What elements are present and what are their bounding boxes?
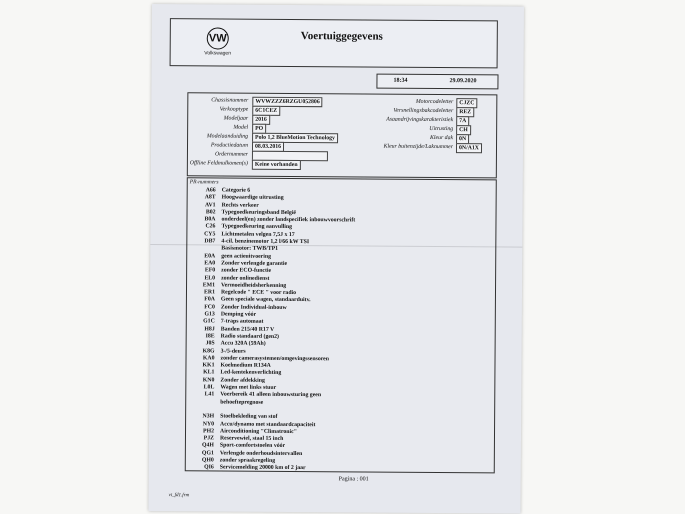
field-value: 2016 [252, 115, 270, 125]
field-label: Chassisnummer [211, 97, 249, 104]
pr-description: Zonder Individual-inbouw [220, 304, 287, 311]
pr-description: geen actieuitvoering [221, 253, 272, 260]
field-label: Ordernummer [214, 151, 248, 158]
pr-description: 3-/5-deurs [220, 348, 246, 355]
pr-description: Rechts verkeer [221, 202, 259, 209]
pr-description: Zonder verlengde garantie [221, 260, 288, 267]
pr-description: Banden 215/40 R17 V [220, 326, 275, 333]
pr-code: K8G [202, 347, 215, 354]
field-label: Uitrusting [429, 125, 454, 133]
pr-description: Verlengde onderhoudsintervallen [219, 450, 303, 457]
pr-code: NY0 [202, 420, 215, 427]
pr-description: Regelcode " ECE " voor radio [220, 289, 297, 297]
field-value: 7A [456, 116, 469, 126]
field-label: Verkooptype [219, 106, 249, 113]
field-label: Model [233, 124, 249, 131]
pr-description: 7-traps automaat [220, 318, 264, 326]
pr-description: behoeftepregnose [220, 399, 264, 406]
pr-code: EL0 [204, 274, 216, 282]
pr-code: B02 [205, 209, 216, 216]
page-number: Pagina : 001 [338, 476, 369, 483]
field-label: Asaandrijvingskarakteristiek [386, 116, 454, 124]
pr-code: KA0 [202, 355, 215, 362]
form-id: vt_fd1.frm [168, 493, 190, 499]
pr-code: AV1 [205, 201, 216, 209]
pr-list [186, 187, 496, 474]
field-label: Modelaanduiding [206, 133, 249, 140]
pr-description: Accu 320A (59Ah) [220, 340, 266, 348]
pr-numbers-box [185, 177, 497, 473]
pr-code: H8J [204, 326, 215, 333]
pr-code: PJZ [203, 435, 214, 442]
pr-code: ER1 [204, 289, 216, 296]
pr-description: Sport-comfortstoelen vóór [219, 442, 286, 450]
field-value: 08.03.2016 [252, 142, 284, 152]
field-value: WVWZZZ6RZGU052806 [252, 97, 322, 107]
pr-description: zonder onlinedienst [221, 275, 270, 282]
pr-description: Typegoedkeuring aanvulling [221, 223, 293, 231]
pr-code: QI6 [204, 464, 214, 471]
pr-heading: PR-nummers [189, 179, 219, 186]
pr-code: E0A [204, 253, 216, 260]
pr-description: onderdeel(en) zonder landspecifiek inbouwvoorschrift [221, 216, 356, 224]
pr-description: Voerbereik 41 alleen inbouwsturing geen [220, 391, 322, 399]
field-value: 0N/A1X [456, 143, 482, 153]
pr-row [186, 465, 494, 474]
field-value: PO [252, 124, 266, 134]
pr-description: Servicemelding 20000 km of 2 jaar [219, 464, 306, 472]
pr-code: EA0 [204, 260, 216, 267]
vehicle-info-box [187, 92, 498, 178]
pr-description: Demping vóór [220, 311, 257, 318]
pr-code: A8T [204, 194, 216, 201]
field-value: 0N [456, 134, 469, 144]
pr-code: G1C [203, 318, 215, 325]
field-value: Keine vorhanden [252, 160, 301, 170]
vw-logo: VW [207, 27, 229, 49]
pr-description: Radio standaard (gen2) [220, 333, 280, 340]
pr-description: Airconditioning "Climatronic" [219, 428, 297, 435]
field-value: REZ [456, 107, 474, 117]
field-value: CJZC [456, 98, 477, 108]
pr-code: KL1 [203, 369, 215, 376]
pr-code: QH0 [201, 457, 214, 464]
pr-description: Zonder afdekking [220, 377, 265, 384]
pr-code: A66 [205, 187, 216, 194]
print-datetime [376, 74, 498, 90]
pr-code: EF0 [204, 267, 216, 274]
pr-code: CY5 [204, 231, 216, 238]
pr-code: KK1 [202, 362, 215, 369]
pr-code: QG1 [201, 450, 214, 457]
field-label: Kleur buitenzijde/Laknummer [383, 143, 454, 151]
pr-code: FC0 [204, 304, 215, 311]
pr-code: C26 [205, 223, 216, 230]
field-label: Motorcodeletter [415, 98, 454, 106]
pr-description: Lichtmetalen velgen 7,5J x 17 [221, 231, 295, 238]
pr-description: 4-cil. benzinemotor 1,2 l/66 kW TSI [221, 238, 310, 246]
pr-description: Accu/dynamo met standaardcapaciteit [220, 420, 316, 428]
field-label: Modeljaar [223, 115, 249, 122]
pr-description: zonder camerasystemen/omgevingssensoren [220, 355, 330, 363]
pr-code: B0A [204, 216, 216, 223]
pr-code: L41 [204, 391, 215, 398]
pr-code: N3H [202, 413, 215, 420]
pr-description: Stoelbekleding van stof [220, 413, 278, 421]
pr-code: F0A [204, 296, 215, 303]
field-label: Kleur dak [430, 134, 454, 142]
pr-description: Led-kentekenverlichting [220, 369, 282, 377]
pr-code: L0L [203, 384, 215, 391]
field-label: Offline Feldmulkomen(s) [189, 160, 248, 167]
pr-description: zonder spraakregeling [219, 457, 276, 464]
pr-description: Geen speciale wagen, standaarduitv. [220, 296, 311, 304]
field-value: 6C1CEZ [252, 106, 280, 116]
print-date: 29.09.2020 [449, 78, 477, 85]
pr-description: Reservewiel, staal 15 inch [219, 435, 284, 443]
pr-description: zonder ECO-functie [221, 267, 272, 275]
field-label: Versnellingsbakcodeletter [393, 107, 454, 115]
pr-description: Wagen met links stuur [220, 384, 277, 391]
pr-code: G13 [204, 311, 215, 318]
pr-code: PH2 [203, 428, 215, 435]
pr-code: Q4H [201, 442, 214, 449]
pr-description: Typegoedkeuringsband België [221, 209, 297, 216]
field-label: Productiedatum [210, 142, 249, 149]
document-header [170, 18, 498, 68]
pr-code: KN0 [202, 377, 215, 384]
field-value: CH [456, 125, 471, 135]
pr-code: DB7 [204, 238, 216, 245]
print-time: 18:34 [393, 77, 408, 84]
pr-code: J0S [205, 340, 215, 347]
pr-description: Hoogwaardige uitrusting [221, 194, 284, 202]
pr-description: Vermoeidheidsherkenning [221, 282, 287, 289]
pr-code: I8E [205, 333, 215, 340]
pr-description: Koelmedium R134A [220, 362, 271, 369]
pr-description: Basismotor: TWB/TP1 [221, 245, 279, 253]
document-title: Voertuiggegevens [300, 30, 383, 43]
field-value: Polo 1,2 BlueMotion Technology [252, 133, 338, 144]
pr-description: Categorie 6 [221, 187, 251, 194]
pr-code: EM1 [202, 282, 216, 289]
document-page [148, 4, 524, 514]
brand-name: Volkswagen [204, 50, 232, 57]
